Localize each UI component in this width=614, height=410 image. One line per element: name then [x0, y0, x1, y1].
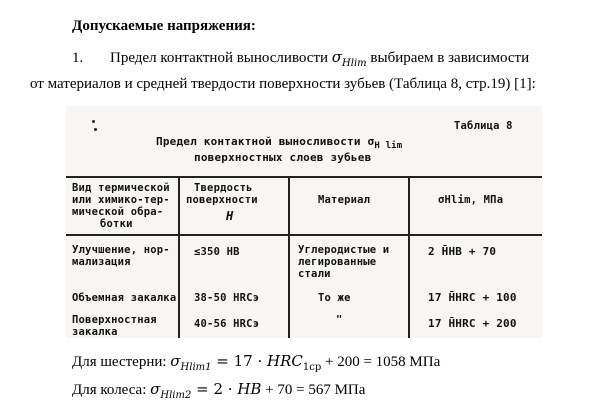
scan-speck [94, 128, 97, 131]
table-title: Предел контактной выносливости $\sigma_{H lim}$ [156, 135, 403, 152]
scan-speck [92, 120, 95, 123]
formula-gear: Для колеса: $\sigma_{Hlim2} = 2$ · HB + 70 = 567 МПа [72, 380, 366, 401]
paragraph-text-end: выбираем в зависимости [366, 50, 530, 66]
column-divider [178, 176, 180, 338]
formula-pinion: Для шестерни: $\sigma_{Hlim1} = 17 \cdot HRC_{1ср} + 200 = 1058$ МПа [72, 352, 441, 373]
header-material: Материал [318, 194, 371, 206]
column-divider [408, 176, 410, 338]
paragraph-item-1 [72, 48, 529, 69]
header-limit: σHlim, МПа [438, 194, 504, 206]
scanned-table-image: Таблица 8 Предел контактной выносливости $\sigma_{H lim}$ поверхностных слоев зубьев Вид термической или химико-тер- мической обра- ботки Твердость поверхности H Материал σHlim, МПа Улучшение, нор- мализация ≤350 НВ Углеродистые и легированные стали 2 H̄НВ + 70 Объемная закалка 38-50 HRCэ То же 17 H̄HRC + 100 Поверхностная закалка 40-56 HRCэ " 17 H̄HRC + 200 [66, 106, 542, 338]
table-top-border [66, 176, 542, 178]
paragraph-text-start: Предел контактной выносливости [110, 50, 332, 66]
header-bottom-border [66, 234, 542, 236]
column-divider [288, 176, 290, 338]
table-label: Таблица 8 [454, 120, 513, 132]
paragraph-continuation: от материалов и средней твердости поверхности зубьев (Таблица 8, стр.19) [1]: [30, 76, 536, 92]
sigma-symbol: $\sigma_{Hlim}$ [331, 48, 367, 69]
list-number: 1. [72, 50, 84, 66]
table-title-line2: поверхностных слоев зубьев [194, 151, 372, 164]
section-heading: Допускаемые напряжения: [72, 18, 256, 34]
